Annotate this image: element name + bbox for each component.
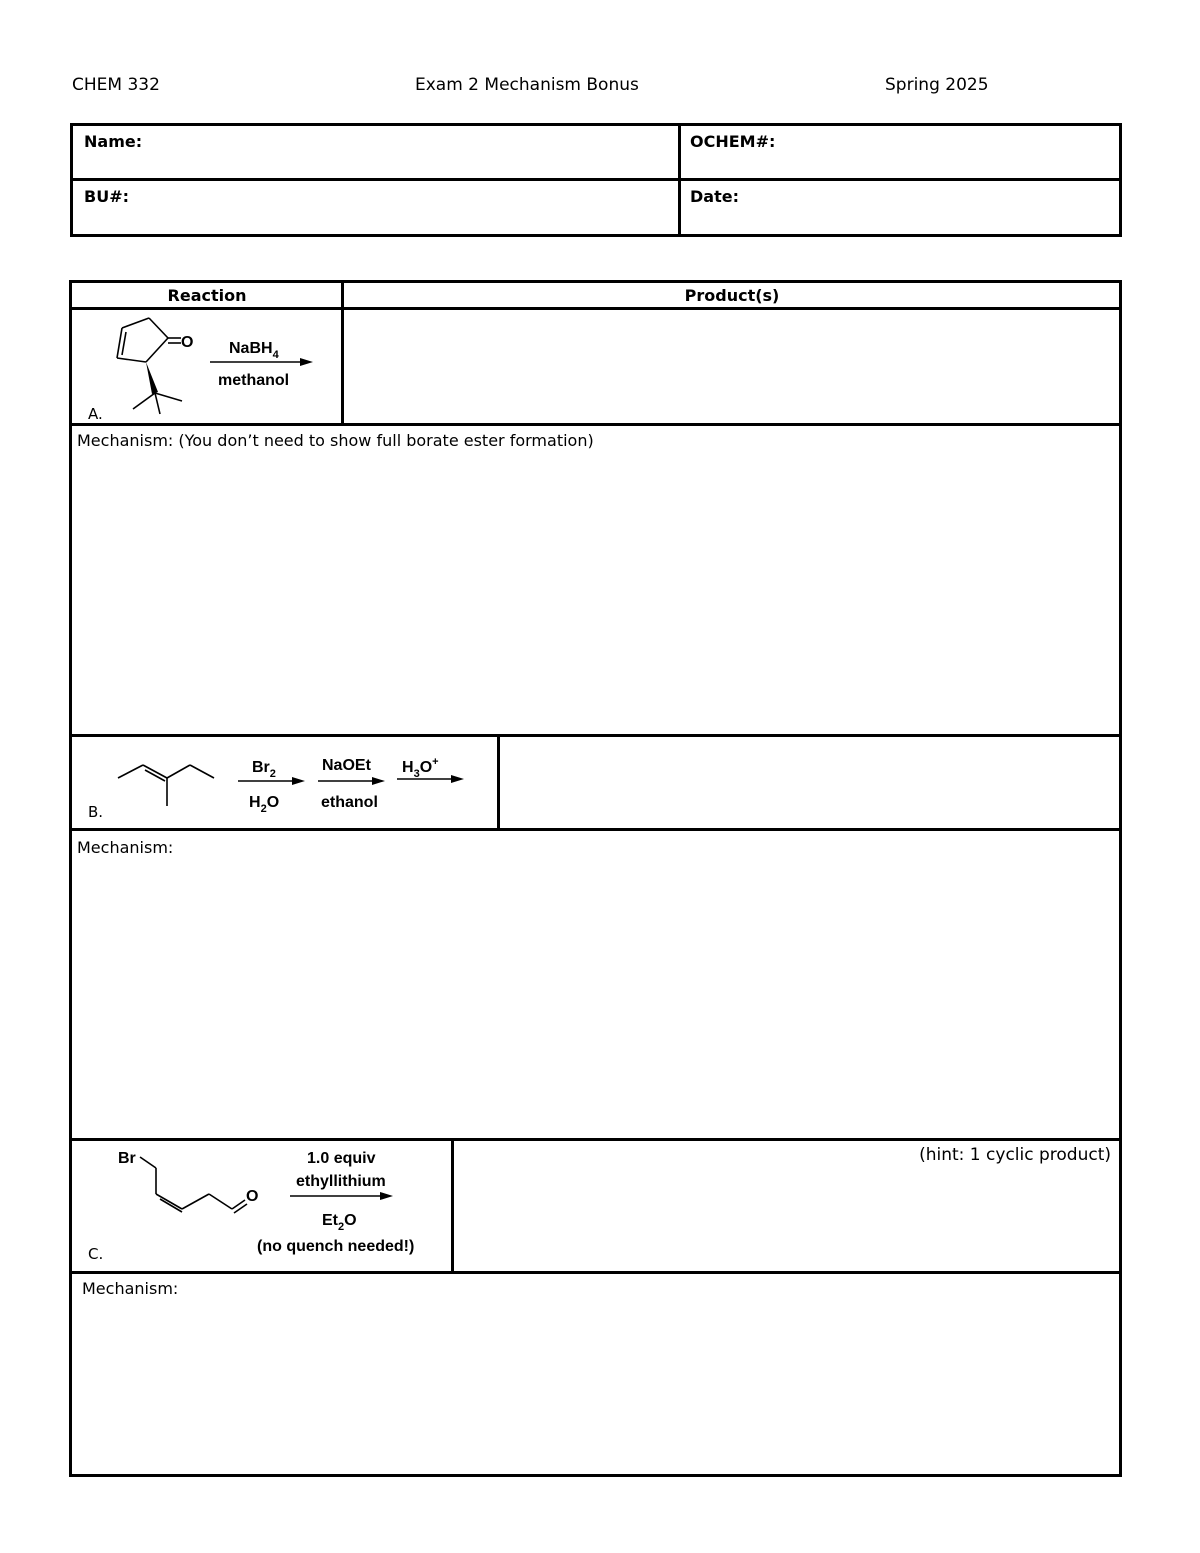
bu-field[interactable]: BU#: [84,187,129,206]
atom-o-c: O [246,1188,259,1205]
atom-o-a: O [181,334,194,351]
date-field[interactable]: Date: [690,187,739,206]
reagent-b1-bottom-sub: 2 [260,803,267,815]
problem-a-letter: A. [88,405,103,423]
reagent-c-solvent-o: O [344,1212,357,1229]
problem-c-letter: C. [88,1245,104,1263]
reagent-b3-o: O [419,759,433,776]
ochem-field[interactable]: OCHEM#: [690,132,776,151]
reagent-b2-bottom: ethanol [321,794,378,811]
exam-title: Exam 2 Mechanism Bonus [415,75,639,95]
problem-b-letter: B. [88,803,104,821]
reagent-c-note: (no quench needed!) [257,1238,415,1255]
course-code: CHEM 332 [72,75,160,95]
reagent-a-bottom: methanol [218,372,290,389]
reagent-b1-top: Br [252,759,270,776]
term: Spring 2025 [885,75,989,95]
reagent-c-line2: ethyllithium [296,1173,386,1190]
reagent-c-solvent-sub: 2 [338,1221,345,1233]
mechanism-a-label: Mechanism: (You don’t need to show full borate ester formation) [77,431,594,450]
atom-br-c: Br [118,1150,136,1167]
name-field[interactable]: Name: [84,132,143,151]
svg-text:Et2O [322,1212,357,1233]
column-reaction: Reaction [167,286,247,305]
reagent-b1-top-sub: 2 [269,768,276,780]
mechanism-c-label: Mechanism: [82,1279,179,1298]
reagent-b2-top: NaOEt [322,757,371,774]
column-products: Product(s) [684,286,780,305]
reagent-b3-h: H [402,759,414,776]
mechanism-b-label: Mechanism: [77,838,174,857]
reagent-b3-sup: + [432,756,439,768]
reagent-b1-bottom-h: H [249,794,261,811]
reagent-a-top: NaBH [229,340,273,357]
hint-c: (hint: 1 cyclic product) [919,1145,1111,1165]
reagent-a-top-sub: 4 [272,349,279,361]
reagent-c-solvent: Et [322,1212,338,1229]
reagent-b3-sub: 3 [413,768,420,780]
reagent-c-line1: 1.0 equiv [307,1150,376,1167]
reagent-b1-bottom-o: O [266,794,280,811]
